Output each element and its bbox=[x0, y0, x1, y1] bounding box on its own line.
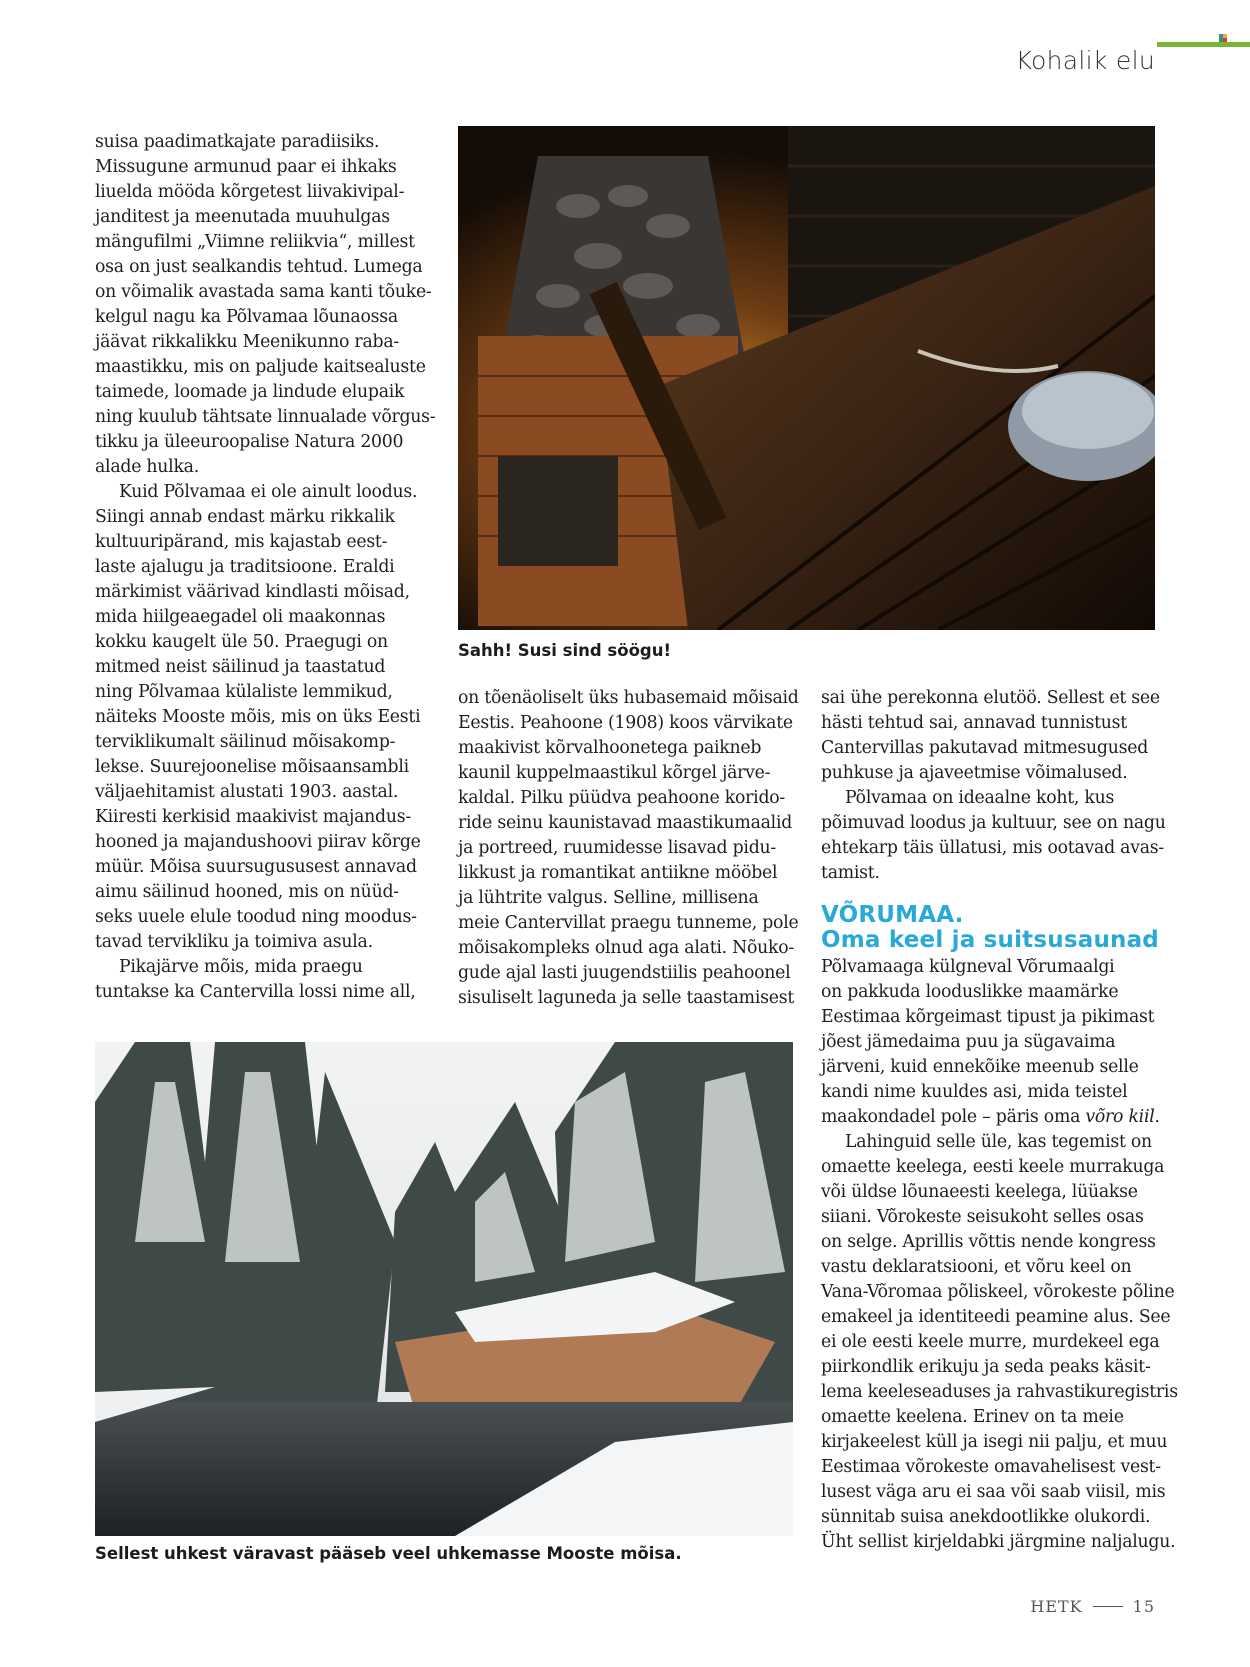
river-photo bbox=[95, 1042, 793, 1536]
text-line: sünnitab suisa anekdootlikke olukordi. bbox=[821, 1507, 1151, 1527]
text-run: . bbox=[1154, 1107, 1160, 1127]
text-line: ning Põlvamaa külaliste lemmikud, bbox=[95, 682, 393, 702]
text-line: suisa paadimatkajate paradiisiks. bbox=[95, 132, 380, 152]
text-line: ei ole eesti keele murre, murdekeel ega bbox=[821, 1332, 1160, 1352]
text-run: maakondadel pole – päris oma bbox=[821, 1107, 1086, 1127]
text-line: on pakkuda looduslikke maamärke bbox=[821, 982, 1119, 1002]
text-line: siiani. Võrokeste seisukoht selles osas bbox=[821, 1207, 1144, 1227]
color-mark-icon bbox=[1219, 34, 1227, 42]
river-photo-caption: Sellest uhkest väravast pääseb veel uhkemasse Mooste mõisa. bbox=[95, 1544, 682, 1563]
text-line: jäävat rikkalikku Meenikunno raba- bbox=[95, 332, 399, 352]
text-line: puhkuse ja ajaveetmise võimalused. bbox=[821, 763, 1128, 783]
text-line: Eestimaa võrokeste omavahelisest vest- bbox=[821, 1457, 1161, 1477]
text-line: kultuuripärand, mis kajastab eest- bbox=[95, 532, 388, 552]
text-line: hooned ja majandushoovi piirav kõrge bbox=[95, 832, 421, 852]
text-line: emakeel ja identiteedi peamine alus. See bbox=[821, 1307, 1171, 1327]
page-footer bbox=[1030, 1597, 1155, 1616]
text-line: alade hulka. bbox=[95, 457, 199, 477]
subheading-vorumaa bbox=[821, 903, 1161, 953]
text-line: ja portreed, ruumidesse lisavad pidu- bbox=[458, 838, 776, 858]
text-line: ride seinu kaunistavad maastikumaalid bbox=[458, 813, 793, 833]
text-line: Põlvamaaga külgneval Võrumaalgi bbox=[821, 957, 1115, 977]
text-line: Missugune armunud paar ei ihkaks bbox=[95, 157, 397, 177]
subheading-line: VÕRUMAA. bbox=[821, 902, 964, 928]
sauna-photo-caption: Sahh! Susi sind söögu! bbox=[458, 641, 671, 660]
text-line: mida hiilgeaegadel oli maakonnas bbox=[95, 607, 386, 627]
text-line: Kuid Põlvamaa ei ole ainult loodus. bbox=[119, 482, 418, 502]
text-line: ning kuulub tähtsate linnualade võrgus- bbox=[95, 407, 436, 427]
text-line: terviklikumalt säilinud mõisakomp- bbox=[95, 732, 396, 752]
footer-divider bbox=[1093, 1606, 1123, 1608]
text-line: omaette keelega, eesti keele murrakuga bbox=[821, 1157, 1165, 1177]
text-line: meie Cantervillat praegu tunneme, pole bbox=[458, 913, 799, 933]
text-line: lekse. Suurejoonelise mõisaansambli bbox=[95, 757, 409, 777]
text-line: kelgul nagu ka Põlvamaa lõunaossa bbox=[95, 307, 398, 327]
text-line: ja lühtrite valgus. Selline, millisena bbox=[458, 888, 759, 908]
text-line: gude ajal lasti juugendstiilis peahoonel bbox=[458, 963, 791, 983]
text-line: kandi nime kuuldes asi, mida teistel bbox=[821, 1082, 1128, 1102]
text-line: seks uuele elule toodud ning moodus- bbox=[95, 907, 417, 927]
text-line: tamist. bbox=[821, 863, 880, 883]
article-column-1 bbox=[95, 130, 440, 1005]
text-line: hästi tehtud sai, annavad tunnistust bbox=[821, 713, 1127, 733]
text-line: aimu säilinud hooned, mis on nüüd- bbox=[95, 882, 399, 902]
text-line: või üldse lõunaeesti keelega, lüüakse bbox=[821, 1182, 1138, 1202]
text-line: on võimalik avastada sama kanti tõuke- bbox=[95, 282, 432, 302]
magazine-name: HETK bbox=[1030, 1597, 1083, 1616]
sauna-photo bbox=[458, 126, 1155, 630]
text-line: Kiiresti kerkisid maakivist majandus- bbox=[95, 807, 411, 827]
text-line: sisuliselt laguneda ja selle taastamisest bbox=[458, 988, 795, 1008]
text-line: Pikajärve mõis, mida praegu bbox=[119, 957, 363, 977]
article-column-2 bbox=[458, 686, 808, 1011]
text-line: mõisakompleks olnud aga alati. Nõuko- bbox=[458, 938, 795, 958]
text-line: Cantervillas pakutavad mitmesugused bbox=[821, 738, 1149, 758]
text-line: ehtekarp täis üllatusi, mis ootavad avas- bbox=[821, 838, 1164, 858]
text-line: maakivist kõrvalhoonetega paikneb bbox=[458, 738, 762, 758]
text-line: liuelda mööda kõrgetest liivakivipal- bbox=[95, 182, 405, 202]
text-line: tikku ja üleeuroopalise Natura 2000 bbox=[95, 432, 404, 452]
text-line: Üht sellist kirjeldabki järgmine naljalugu. bbox=[821, 1532, 1176, 1552]
text-line: janditest ja meenutada muuhulgas bbox=[95, 207, 390, 227]
text-line: piirkondlik erikuju ja seda peaks käsit- bbox=[821, 1357, 1151, 1377]
header-accent-bar bbox=[1157, 42, 1250, 47]
text-line: tavad tervikliku ja toimiva asula. bbox=[95, 932, 373, 952]
subheading-line: Oma keel ja suitsusaunad bbox=[821, 927, 1159, 953]
text-line: lema keeleseaduses ja rahvastikuregistris bbox=[821, 1382, 1178, 1402]
text-line: mängufilmi „Viimne reliikvia“, millest bbox=[95, 232, 415, 252]
text-line: väljaehitamist alustati 1903. aastal. bbox=[95, 782, 399, 802]
text-line: Põlvamaa on ideaalne koht, kus bbox=[845, 788, 1115, 808]
text-line bbox=[821, 1105, 1161, 1130]
text-line: põimuvad loodus ja kultuur, see on nagu bbox=[821, 813, 1166, 833]
text-line: lusest väga aru ei saa või saab viisil, mis bbox=[821, 1482, 1166, 1502]
text-line: osa on just sealkandis tehtud. Lumega bbox=[95, 257, 423, 277]
text-line: maastikku, mis on paljude kaitsealuste bbox=[95, 357, 426, 377]
text-line: likkust ja romantikat antiikne mööbel bbox=[458, 863, 778, 883]
text-line: näiteks Mooste mõis, mis on üks Eesti bbox=[95, 707, 421, 727]
text-line: taimede, loomade ja lindude elupaik bbox=[95, 382, 405, 402]
text-line: vastu deklaratsiooni, et võru keel on bbox=[821, 1257, 1132, 1277]
text-line: Eestis. Peahoone (1908) koos värvikate bbox=[458, 713, 793, 733]
text-line: on selge. Aprillis võttis nende kongress bbox=[821, 1232, 1156, 1252]
text-line: Lahinguid selle üle, kas tegemist on bbox=[845, 1132, 1152, 1152]
text-line: on tõenäoliselt üks hubasemaid mõisaid bbox=[458, 688, 799, 708]
text-line: Vana-Võromaa põliskeel, võrokeste põline bbox=[821, 1282, 1175, 1302]
text-line: märkimist väärivad kindlasti mõisad, bbox=[95, 582, 410, 602]
text-line: mitmed neist säilinud ja taastatud bbox=[95, 657, 386, 677]
italic-term: võro kiil bbox=[1085, 1107, 1155, 1127]
page-number: 15 bbox=[1132, 1597, 1155, 1616]
text-line: omaette keelena. Erinev on ta meie bbox=[821, 1407, 1124, 1427]
text-line: Eestimaa kõrgeimast tipust ja pikimast bbox=[821, 1007, 1155, 1027]
text-line: kaunil kuppelmaastikul kõrgel järve- bbox=[458, 763, 771, 783]
text-line: Siingi annab endast märku rikkalik bbox=[95, 507, 395, 527]
text-line: müür. Mõisa suursugususest annavad bbox=[95, 857, 417, 877]
text-line: sai ühe perekonna elutöö. Sellest et see bbox=[821, 688, 1160, 708]
text-line: kokku kaugelt üle 50. Praegugi on bbox=[95, 632, 388, 652]
text-line: järveni, kuid ennekõike meenub selle bbox=[821, 1057, 1139, 1077]
text-line: kaldal. Pilku püüdva peahoone korido- bbox=[458, 788, 786, 808]
section-title: Kohalik elu bbox=[1015, 46, 1155, 75]
article-column-3 bbox=[821, 686, 1178, 1555]
text-line: tuntakse ka Cantervilla lossi nime all, bbox=[95, 982, 416, 1002]
text-line: kirjakeelest küll ja isegi nii palju, et muu bbox=[821, 1432, 1168, 1452]
text-line: laste ajalugu ja traditsioone. Eraldi bbox=[95, 557, 395, 577]
text-line: jõest jämedaima puu ja sügavaima bbox=[821, 1032, 1116, 1052]
